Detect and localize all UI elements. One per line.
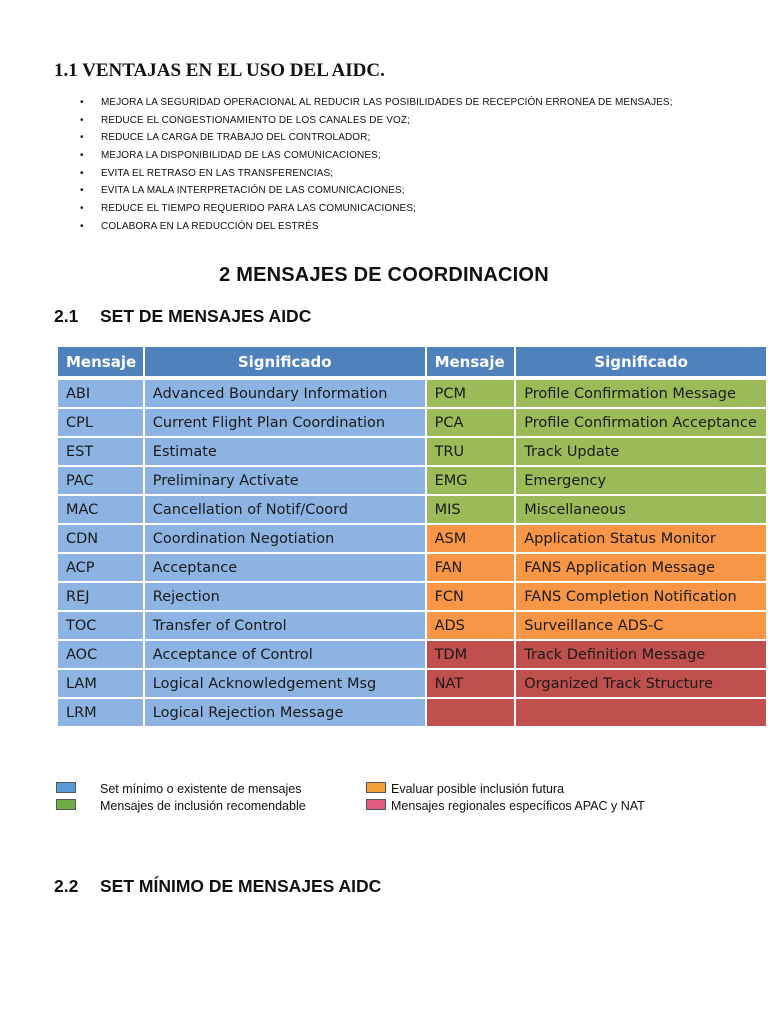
message-code-cell: NAT <box>426 669 516 698</box>
message-meaning-cell: Acceptance <box>144 553 426 582</box>
table-row <box>57 378 767 408</box>
table-row <box>57 582 767 611</box>
legend-label: Set mínimo o existente de mensajes <box>100 782 302 796</box>
table-row <box>57 437 767 466</box>
message-code-cell: FCN <box>426 582 516 611</box>
table-body <box>57 378 767 727</box>
message-meaning-cell: Current Flight Plan Coordination <box>144 408 426 437</box>
message-code-cell: CPL <box>57 408 144 437</box>
message-meaning-cell: FANS Completion Notification <box>515 582 767 611</box>
message-meaning-cell: Cancellation of Notif/Coord <box>144 495 426 524</box>
message-code-cell: CDN <box>57 524 144 553</box>
column-header: Significado <box>515 346 767 378</box>
message-meaning-cell: Emergency <box>515 466 767 495</box>
message-meaning-cell: Transfer of Control <box>144 611 426 640</box>
table-row <box>57 408 767 437</box>
legend-label: Evaluar posible inclusión futura <box>391 782 565 796</box>
message-code-cell: ABI <box>57 378 144 408</box>
list-item: • REDUCE EL TIEMPO REQUERIDO PARA LAS COMUNICACIONES; <box>80 200 673 218</box>
legend-label: Mensajes regionales específicos APAC y NAT <box>391 799 645 813</box>
message-meaning-cell: Profile Confirmation Message <box>515 378 767 408</box>
message-meaning-cell: Profile Confirmation Acceptance <box>515 408 767 437</box>
message-code-cell: PCA <box>426 408 516 437</box>
message-meaning-cell: Acceptance of Control <box>144 640 426 669</box>
list-item: • COLABORA EN LA REDUCCIÓN DEL ESTRÉS <box>80 218 673 236</box>
list-item: • EVITA EL RETRASO EN LAS TRANSFERENCIAS; <box>80 165 673 183</box>
table-row <box>57 495 767 524</box>
section-title: SET MÍNIMO DE MENSAJES AIDC <box>100 876 382 896</box>
section-number: 2.2 <box>54 876 79 896</box>
list-item: • EVITA LA MALA INTERPRETACIÓN DE LAS COMUNICACIONES; <box>80 182 673 200</box>
message-code-cell: ASM <box>426 524 516 553</box>
legend-swatch <box>366 782 386 793</box>
section-1-1-heading: 1.1 VENTAJAS EN EL USO DEL AIDC. <box>54 60 385 81</box>
table-row <box>57 466 767 495</box>
aidc-messages-table <box>56 345 768 728</box>
message-meaning-cell: Track Definition Message <box>515 640 767 669</box>
message-code-cell: PCM <box>426 378 516 408</box>
legend-label: Mensajes de inclusión recomendable <box>100 799 306 813</box>
list-item: • MEJORA LA DISPONIBILIDAD DE LAS COMUNICACIONES; <box>80 147 673 165</box>
message-code-cell: TOC <box>57 611 144 640</box>
message-code-cell: MIS <box>426 495 516 524</box>
message-code-cell: AOC <box>57 640 144 669</box>
message-code-cell: FAN <box>426 553 516 582</box>
message-meaning-cell <box>515 698 767 727</box>
table-row <box>57 698 767 727</box>
legend-swatch <box>366 799 386 810</box>
message-meaning-cell: Estimate <box>144 437 426 466</box>
message-code-cell: LAM <box>57 669 144 698</box>
message-code-cell: TRU <box>426 437 516 466</box>
table-header-row <box>57 346 767 378</box>
message-meaning-cell: FANS Application Message <box>515 553 767 582</box>
table-row <box>57 669 767 698</box>
section-2-1-heading <box>54 306 311 327</box>
message-meaning-cell: Preliminary Activate <box>144 466 426 495</box>
column-header: Mensaje <box>57 346 144 378</box>
column-header: Mensaje <box>426 346 516 378</box>
legend-swatch <box>56 799 76 810</box>
message-code-cell: REJ <box>57 582 144 611</box>
message-meaning-cell: Miscellaneous <box>515 495 767 524</box>
section-number: 2.1 <box>54 306 79 326</box>
advantages-list <box>80 94 673 236</box>
message-meaning-cell: Application Status Monitor <box>515 524 767 553</box>
column-header: Significado <box>144 346 426 378</box>
table-row <box>57 524 767 553</box>
message-meaning-cell: Organized Track Structure <box>515 669 767 698</box>
table-row <box>57 640 767 669</box>
message-code-cell: ACP <box>57 553 144 582</box>
section-2-2-heading <box>54 876 381 897</box>
message-code-cell: EMG <box>426 466 516 495</box>
table-row <box>57 553 767 582</box>
table-row <box>57 611 767 640</box>
message-meaning-cell: Logical Rejection Message <box>144 698 426 727</box>
message-meaning-cell: Logical Acknowledgement Msg <box>144 669 426 698</box>
message-code-cell: LRM <box>57 698 144 727</box>
section-title: SET DE MENSAJES AIDC <box>100 306 312 326</box>
message-code-cell: EST <box>57 437 144 466</box>
message-code-cell: TDM <box>426 640 516 669</box>
list-item: • REDUCE LA CARGA DE TRABAJO DEL CONTROLADOR; <box>80 129 673 147</box>
message-meaning-cell: Coordination Negotiation <box>144 524 426 553</box>
message-code-cell: PAC <box>57 466 144 495</box>
message-meaning-cell: Surveillance ADS-C <box>515 611 767 640</box>
message-meaning-cell: Advanced Boundary Information <box>144 378 426 408</box>
list-item: • REDUCE EL CONGESTIONAMIENTO DE LOS CANALES DE VOZ; <box>80 112 673 130</box>
message-meaning-cell: Track Update <box>515 437 767 466</box>
message-code-cell <box>426 698 516 727</box>
message-meaning-cell: Rejection <box>144 582 426 611</box>
section-2-heading: 2 MENSAJES DE COORDINACION <box>219 264 549 286</box>
message-code-cell: ADS <box>426 611 516 640</box>
list-item: • MEJORA LA SEGURIDAD OPERACIONAL AL REDUCIR LAS POSIBILIDADES DE RECEPCIÓN ERRONEA DE MENSAJES; <box>80 94 673 112</box>
message-code-cell: MAC <box>57 495 144 524</box>
legend-swatch <box>56 782 76 793</box>
